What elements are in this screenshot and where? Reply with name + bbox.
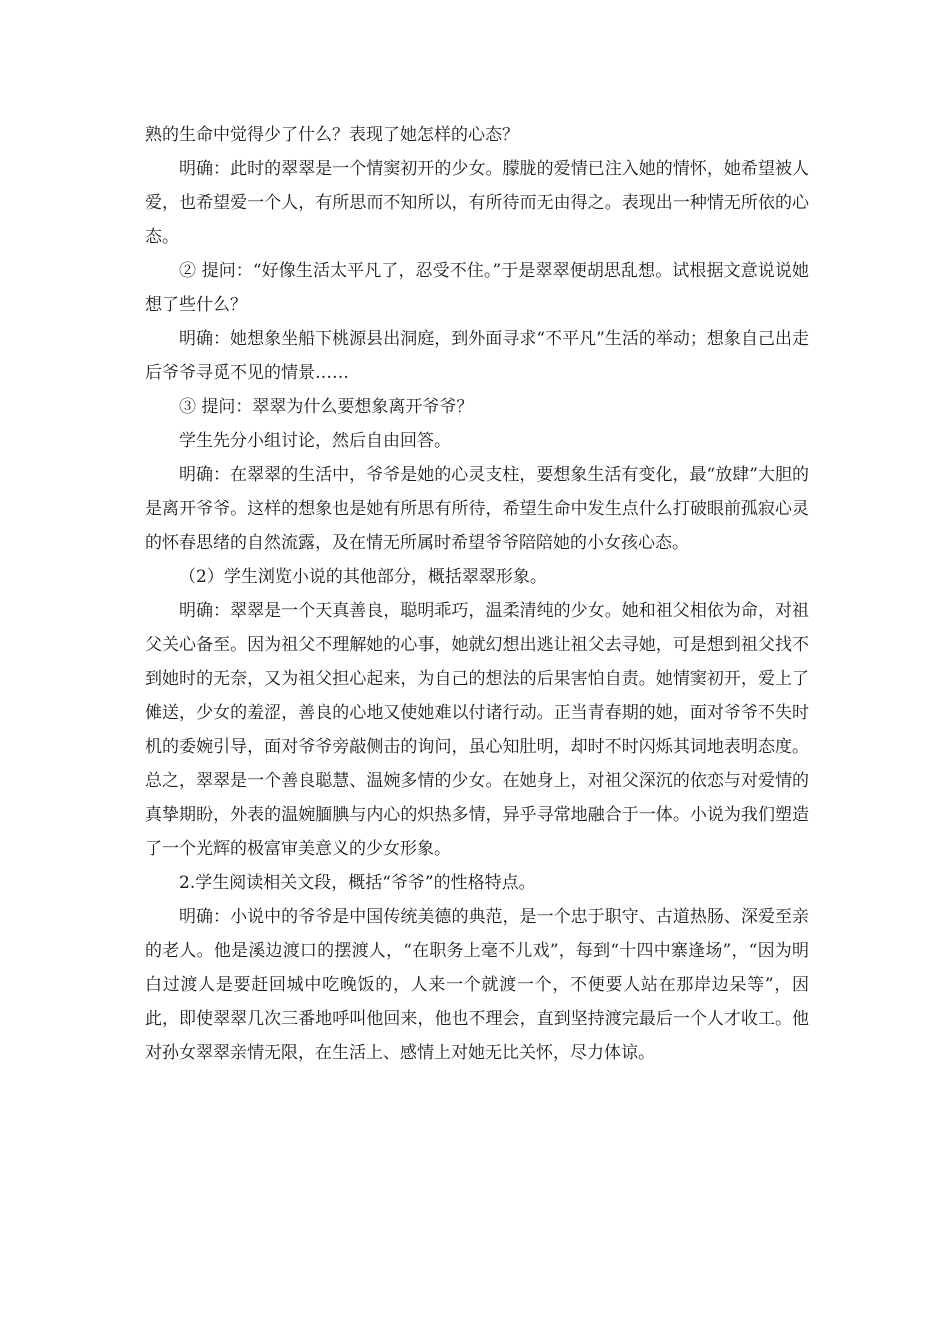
paragraph-task-2: （2）学生浏览小说的其他部分，概括翠翠形象。 [179,567,547,587]
paragraph-answer-1: 明确：此时的翠翠是一个情窦初开的少女。朦胧的爱情已注入她的情怀，她希望被人爱，也希望爱一个人，有所思而不知所以，有所待而无由得之。表现出一种情无所依的心态。 [145,159,809,247]
paragraph-answer-grandpa: 明确：小说中的爷爷是中国传统美德的典范，是一个忠于职守、古道热肠、深爱至亲的老人。他是溪边渡口的摆渡人，“在职务上毫不儿戏”，每到“十四中寨逢场”，“因为明白过渡人是要赶回城中吃晚饭的，人来一个就渡一个，不便要人站在那岸边呆等”，因此，即使翠翠几次三番地呼叫他回来，他也不理会，直到坚持渡完最后一个人才收工。他对孙女翠翠亲情无限，在生活上、感情上对她无比关怀，尽力体谅。 [145,907,809,1063]
paragraph-discussion: 学生先分小组讨论，然后自由回答。 [179,431,451,451]
paragraph-answer-cuicui: 明确：翠翠是一个天真善良，聪明乖巧，温柔清纯的少女。她和祖父相依为命，对祖父关心备至。因为祖父不理解她的心事，她就幻想出逃让祖父去寻她，可是想到祖父找不到她时的无奈，又为祖父担心起来，为自己的想法的后果害怕自责。她情窦初开，爱上了傩送，少女的羞涩，善良的心地又使她难以付诸行动。正当青春期的她，面对爷爷不失时机的委婉引导，面对爷爷旁敲侧击的询问，虽心知肚明，却时不时闪烁其词地表明态度。总之，翠翠是一个善良聪慧、温婉多情的少女。在她身上，对祖父深沉的依恋与对爱情的真挚期盼，外表的温婉腼腆与内心的炽热多情，异乎寻常地融合于一体。小说为我们塑造了一个光辉的极富审美意义的少女形象。 [145,601,809,859]
paragraph-answer-2: 明确：她想象坐船下桃源县出洞庭，到外面寻求“不平凡”生活的举动；想象自己出走后爷爷寻觅不见的情景…… [145,329,809,383]
paragraph-task-grandpa: 2.学生阅读相关文段，概括“爷爷”的性格特点。 [179,873,536,893]
document-body [145,118,809,1070]
paragraph-question-3: ③ 提问：翠翠为什么要想象离开爷爷？ [179,397,474,417]
paragraph-question-2: ② 提问：“好像生活太平凡了，忍受不住。”于是翠翠便胡思乱想。试根据文意说说她想了些什么？ [145,261,809,315]
paragraph-continuation: 熟的生命中觉得少了什么？表现了她怎样的心态？ [145,125,519,145]
paragraph-answer-3: 明确：在翠翠的生活中，爷爷是她的心灵支柱，要想象生活有变化，最“放肆”大胆的是离开爷爷。这样的想象也是她有所思有所待，希望生命中发生点什么打破眼前孤寂心灵的怀春思绪的自然流露，及在情无所属时希望爷爷陪陪她的小女孩心态。 [145,465,809,553]
